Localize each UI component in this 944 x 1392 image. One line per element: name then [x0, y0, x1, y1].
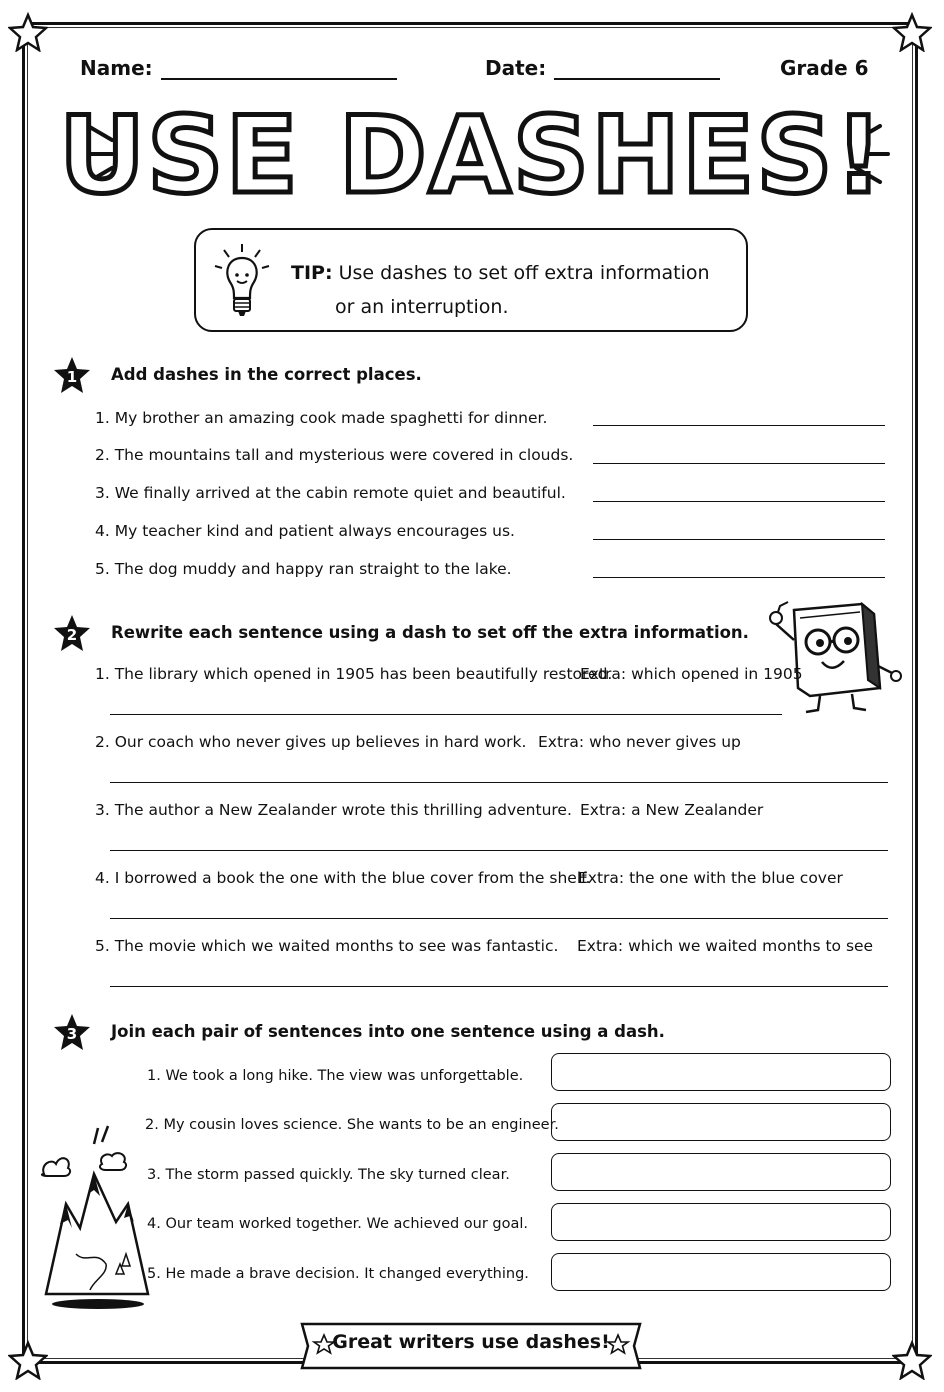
s3-item-5: 5. He made a brave decision. It changed everything.: [147, 1266, 529, 1282]
s2-extra-2: Extra: who never gives up: [538, 733, 741, 751]
s2-answer-line-5[interactable]: [110, 986, 888, 987]
date-line[interactable]: [554, 58, 720, 80]
page-title: [0, 92, 944, 212]
tip-line-2: or an interruption.: [335, 296, 509, 318]
footer-text: Great writers use dashes!: [332, 1331, 610, 1353]
s2-extra-3: Extra: a New Zealander: [580, 801, 764, 819]
s1-answer-line-5[interactable]: [593, 577, 885, 578]
star-icon: [892, 12, 932, 52]
s3-item-3: 3. The storm passed quickly. The sky turned clear.: [147, 1167, 510, 1183]
s3-item-4: 4. Our team worked together. We achieved our goal.: [147, 1216, 529, 1232]
section-3-star-icon: [52, 1012, 92, 1052]
svg-text:USE DASHES!: USE DASHES!: [59, 94, 885, 212]
lightbulb-icon: [212, 242, 272, 322]
s2-answer-line-3[interactable]: [110, 850, 888, 851]
mountain-icon: [36, 1124, 156, 1314]
tip-label: TIP:: [291, 262, 333, 284]
section-1-star-icon: [52, 355, 92, 395]
s3-item-1: 1. We took a long hike. The view was unforgettable.: [147, 1068, 524, 1084]
s2-answer-line-4[interactable]: [110, 918, 888, 919]
star-icon: [8, 12, 48, 52]
s3-answer-box-3[interactable]: [551, 1153, 891, 1191]
s3-item-2: 2. My cousin loves science. She wants to be an engineer.: [145, 1117, 559, 1133]
s1-item-3: 3. We finally arrived at the cabin remote quiet and beautiful.: [95, 484, 566, 502]
section-1-heading: Add dashes in the correct places.: [111, 365, 422, 384]
s2-answer-line-1[interactable]: [110, 714, 782, 715]
svg-text:2: 2: [66, 626, 78, 644]
s2-extra-4: Extra: the one with the blue cover: [578, 869, 843, 887]
svg-text:3: 3: [66, 1025, 78, 1043]
svg-text:1: 1: [66, 368, 78, 386]
name-label: Name:: [80, 56, 153, 80]
star-icon: [892, 1340, 932, 1380]
s2-sentence-2: 2. Our coach who never gives up believes in hard work.: [95, 733, 527, 751]
s3-answer-box-2[interactable]: [551, 1103, 891, 1141]
s3-answer-box-4[interactable]: [551, 1203, 891, 1241]
name-line[interactable]: [161, 58, 397, 80]
s2-answer-line-2[interactable]: [110, 782, 888, 783]
s2-sentence-4: 4. I borrowed a book the one with the blue cover from the shelf.: [95, 869, 591, 887]
name-field[interactable]: [80, 56, 397, 80]
star-icon: [8, 1340, 48, 1380]
s1-answer-line-2[interactable]: [593, 463, 885, 464]
s2-sentence-5: 5. The movie which we waited months to see was fantastic.: [95, 937, 559, 955]
book-mascot-icon: [762, 596, 902, 720]
s1-answer-line-4[interactable]: [593, 539, 885, 540]
section-3-heading: Join each pair of sentences into one sentence using a dash.: [111, 1022, 665, 1041]
tip-line-1: Use dashes to set off extra information: [338, 262, 710, 284]
date-field[interactable]: [485, 56, 720, 80]
s1-item-4: 4. My teacher kind and patient always encourages us.: [95, 522, 515, 540]
s2-extra-1: Extra: which opened in 1905: [580, 665, 803, 683]
s2-sentence-1: 1. The library which opened in 1905 has been beautifully restored.: [95, 665, 613, 683]
s3-answer-box-1[interactable]: [551, 1053, 891, 1091]
s1-answer-line-1[interactable]: [593, 425, 885, 426]
s1-item-5: 5. The dog muddy and happy ran straight to the lake.: [95, 560, 512, 578]
section-2-star-icon: [52, 613, 92, 653]
s1-item-2: 2. The mountains tall and mysterious were covered in clouds.: [95, 446, 574, 464]
grade-label: Grade 6: [780, 56, 869, 80]
section-2-heading: Rewrite each sentence using a dash to set off the extra information.: [111, 623, 749, 642]
s1-item-1: 1. My brother an amazing cook made spaghetti for dinner.: [95, 409, 548, 427]
s3-answer-box-5[interactable]: [551, 1253, 891, 1291]
tip-text: [291, 256, 710, 324]
s2-sentence-3: 3. The author a New Zealander wrote this thrilling adventure.: [95, 801, 572, 819]
s2-extra-5: Extra: which we waited months to see: [577, 937, 874, 955]
date-label: Date:: [485, 56, 547, 80]
tip-box: [194, 228, 748, 332]
s1-answer-line-3[interactable]: [593, 501, 885, 502]
s2-item-1: [95, 665, 612, 683]
